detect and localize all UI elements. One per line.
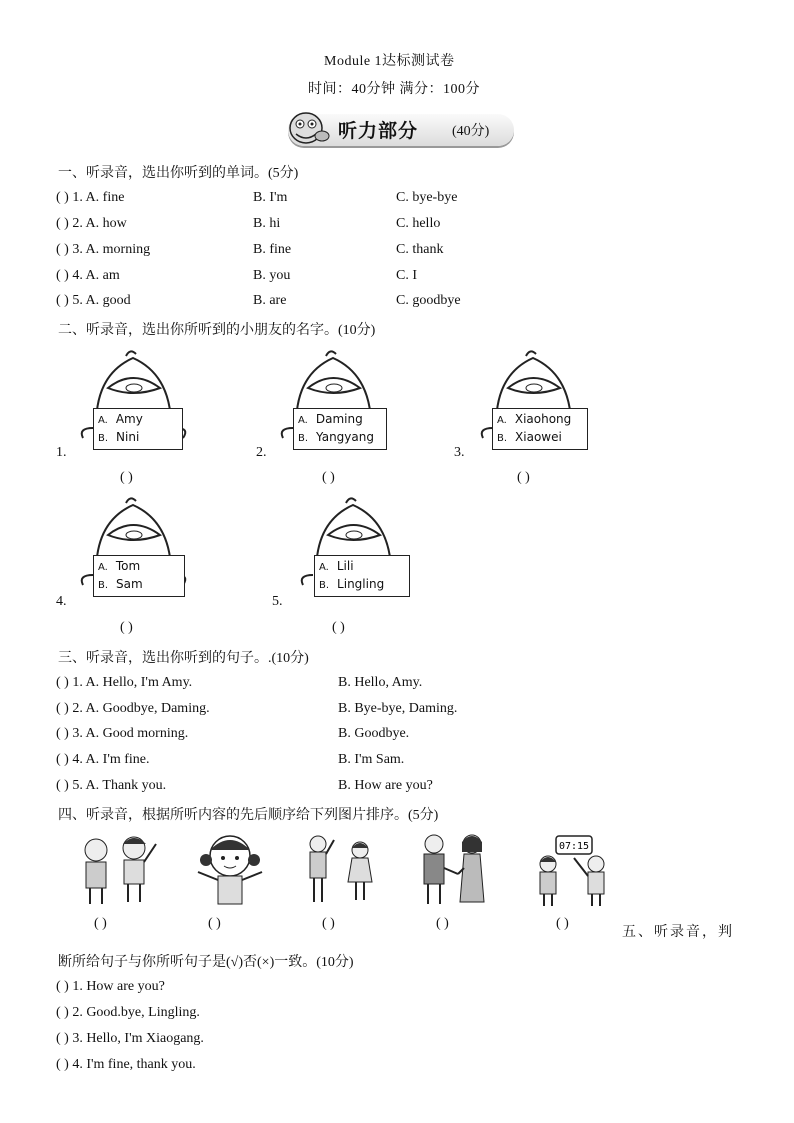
name-a: Daming: [315, 412, 363, 426]
option-letter: B.: [497, 433, 508, 444]
test-title: Module 1达标测试卷: [324, 54, 455, 69]
adults-handshake-picture: [416, 832, 496, 908]
s3-item-b: B. Bye-bye, Daming.: [338, 701, 458, 716]
s3-item-b: B. Goodbye.: [338, 726, 410, 741]
banner-score: (40分): [452, 124, 490, 139]
s1-item-a: ( ) 5. A. good: [56, 293, 131, 308]
answer-blank[interactable]: ( ): [332, 620, 345, 635]
option-letter: B.: [98, 433, 109, 444]
s1-item-c: C. hello: [396, 216, 441, 231]
s1-item-a: ( ) 2. A. how: [56, 216, 127, 231]
s1-item-a: ( ) 4. A. am: [56, 268, 120, 283]
option-letter: A.: [298, 415, 308, 426]
answer-blank[interactable]: ( ): [120, 470, 133, 485]
section1-heading: 一、听录音，选出你听到的单词。(5分): [58, 166, 299, 181]
answer-blank[interactable]: ( ): [94, 916, 107, 931]
answer-blank[interactable]: ( ): [436, 916, 449, 931]
option-letter: B.: [319, 580, 330, 591]
section4-heading: 四、听录音，根据所听内容的先后顺序给下列图片排序。(5分): [58, 808, 439, 823]
name-b: Sam: [116, 577, 143, 591]
option-letter: A.: [98, 562, 108, 573]
section5-heading-start: 五、听录音，判: [622, 925, 734, 940]
answer-blank[interactable]: ( ): [517, 470, 530, 485]
name-sign: [492, 408, 588, 450]
s1-item-c: C. I: [396, 268, 417, 283]
s5-item: ( ) 2. Good.bye, Lingling.: [56, 1005, 200, 1020]
s5-item: ( ) 1. How are you?: [56, 979, 165, 994]
owl-number: 4.: [56, 594, 67, 609]
s1-item-c: C. goodbye: [396, 293, 461, 308]
boy-girl-picture: [300, 832, 380, 908]
answer-blank[interactable]: ( ): [556, 916, 569, 931]
option-letter: A.: [497, 415, 507, 426]
s1-item-c: C. bye-bye: [396, 190, 458, 205]
name-b: Lingling: [337, 577, 385, 591]
owl-number: 2.: [256, 445, 267, 460]
name-sign: [93, 408, 183, 450]
owl-number: 5.: [272, 594, 283, 609]
s1-item-b: B. I'm: [253, 190, 288, 205]
name-a: Xiaohong: [514, 412, 572, 426]
section3-heading: 三、听录音，选出你听到的句子。.(10分): [58, 651, 309, 666]
s3-item-a: ( ) 4. A. I'm fine.: [56, 752, 150, 767]
option-letter: A.: [319, 562, 329, 573]
owl-number: 3.: [454, 445, 465, 460]
s3-item-a: ( ) 5. A. Thank you.: [56, 778, 167, 793]
s1-item-b: B. hi: [253, 216, 281, 231]
s1-item-a: ( ) 3. A. morning: [56, 242, 151, 257]
answer-blank[interactable]: ( ): [322, 470, 335, 485]
owl-number: 1.: [56, 445, 67, 460]
section2-heading: 二、听录音，选出你所听到的小朋友的名字。(10分): [58, 323, 376, 338]
s5-item: ( ) 3. Hello, I'm Xiaogang.: [56, 1031, 204, 1046]
s1-item-b: B. are: [253, 293, 287, 308]
banner-title: 听力部分: [338, 120, 419, 142]
s1-item-a: ( ) 1. A. fine: [56, 190, 125, 205]
s3-item-b: B. How are you?: [338, 778, 433, 793]
s3-item-b: B. Hello, Amy.: [338, 675, 423, 690]
name-sign: [314, 555, 410, 597]
s1-item-b: B. fine: [253, 242, 292, 257]
mascot-icon: [284, 106, 332, 148]
test-meta: 时间：40分钟 满分：100分: [308, 82, 480, 97]
name-b: Xiaowei: [515, 430, 562, 444]
answer-blank[interactable]: ( ): [322, 916, 335, 931]
s3-item-a: ( ) 1. A. Hello, I'm Amy.: [56, 675, 193, 690]
clock-time: 07:15: [558, 841, 590, 852]
option-letter: B.: [98, 580, 109, 591]
name-sign: [93, 555, 185, 597]
s3-item-a: ( ) 2. A. Goodbye, Daming.: [56, 701, 210, 716]
name-b: Nini: [116, 430, 140, 444]
name-a: Lili: [336, 559, 354, 573]
name-a: Tom: [115, 559, 141, 573]
girl-waving-picture: [190, 832, 270, 908]
answer-blank[interactable]: ( ): [120, 620, 133, 635]
name-sign: [293, 408, 387, 450]
s3-item-b: B. I'm Sam.: [338, 752, 405, 767]
kids-greeting-picture: [76, 832, 166, 908]
morning-clock-picture: [530, 832, 620, 908]
option-letter: B.: [298, 433, 309, 444]
s5-item: ( ) 4. I'm fine, thank you.: [56, 1057, 196, 1072]
name-b: Yangyang: [316, 430, 374, 444]
name-a: Amy: [115, 412, 143, 426]
answer-blank[interactable]: ( ): [208, 916, 221, 931]
s3-item-a: ( ) 3. A. Good morning.: [56, 726, 189, 741]
s1-item-b: B. you: [253, 268, 291, 283]
option-letter: A.: [98, 415, 108, 426]
s1-item-c: C. thank: [396, 242, 444, 257]
section5-heading: 断所给句子与你所听句子是(√)否(×)一致。(10分): [58, 955, 354, 970]
